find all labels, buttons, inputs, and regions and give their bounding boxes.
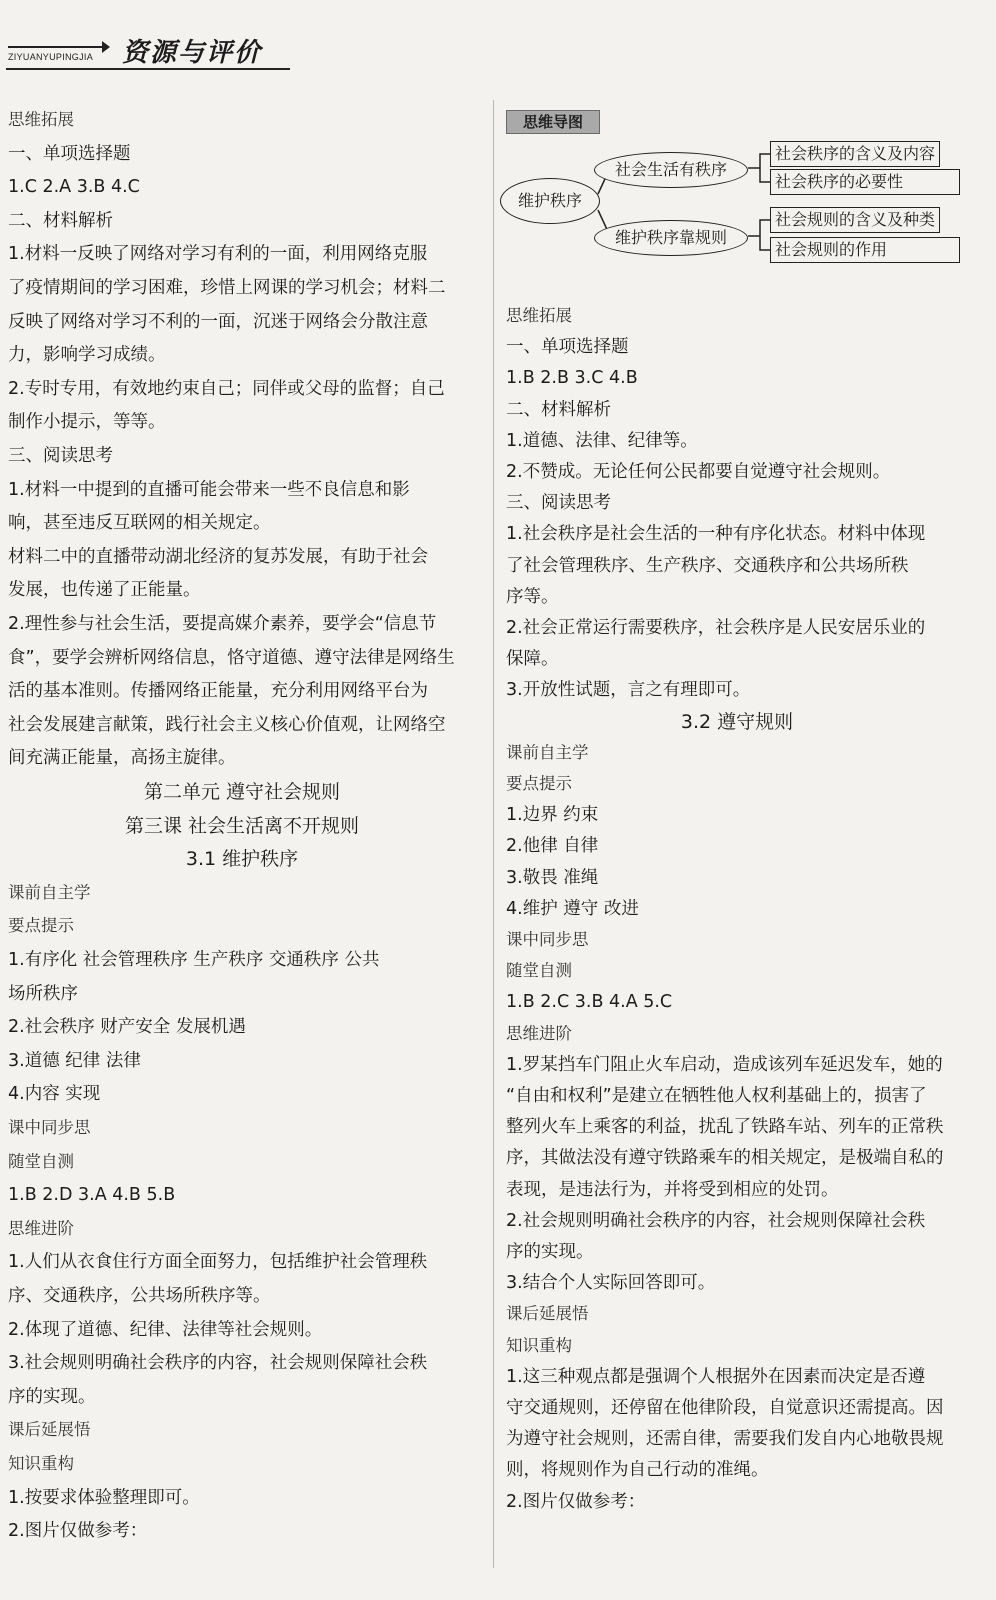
- text-line: 1.有序化 社会管理秩序 生产秩序 交通秩序 公共: [8, 950, 380, 970]
- text-line: 1.C 2.A 3.B 4.C: [8, 177, 140, 198]
- text-line: 序的实现。: [8, 1386, 96, 1407]
- section-heading: 思维拓展: [506, 306, 572, 325]
- text-line: 场所秩序: [8, 983, 78, 1004]
- chapter-title: 第三课 社会生活离不开规则: [124, 814, 360, 837]
- section-heading: 知识重构: [506, 1335, 572, 1355]
- chapter-title: 3.1 维护秩序: [185, 848, 299, 871]
- text-line: 2.理性参与社会生活，要提高媒介素养，要学会“信息节: [8, 614, 437, 634]
- text-line: 三、阅读思考: [506, 493, 611, 514]
- text-line: 了社会管理秩序、生产秩序、交通秩序和公共场所秩: [506, 555, 909, 576]
- text-line: 三、阅读思考: [8, 446, 113, 466]
- text-line: 1.人们从衣食住行方面全面努力，包括维护社会管理秩: [8, 1252, 428, 1273]
- text-line: “自由和权利”是建立在牺牲他人权利基础上的，损害了: [506, 1086, 927, 1106]
- text-line: 守交通规则，还停留在他律阶段，自觉意识还需提高。因: [506, 1398, 944, 1418]
- header-rule: [6, 68, 290, 70]
- text-line: 3.敬畏 准绳: [506, 867, 599, 888]
- mindmap-branch-2: 维护秩序靠规则: [594, 220, 748, 256]
- section-heading: 课后延展悟: [506, 1304, 589, 1324]
- text-line: 2.不赞成。无论任何公民都要自觉遵守社会规则。: [506, 462, 891, 482]
- text-line: 1.B 2.B 3.C 4.B: [506, 368, 638, 389]
- chapter-title: 3.2 遵守规则: [680, 710, 794, 733]
- text-line: 社会发展建言献策，践行社会主义核心价值观，让网络空: [8, 714, 446, 735]
- text-line: 制作小提示，等等。: [8, 412, 166, 433]
- mindmap-leaf: 社会秩序的必要性: [770, 169, 960, 195]
- mindmap-leaf: 社会规则的含义及种类: [770, 207, 940, 233]
- section-heading: 思维进阶: [8, 1218, 74, 1238]
- section-heading: 要点提示: [8, 916, 74, 936]
- text-line: 2.图片仅做参考：: [8, 1521, 148, 1542]
- text-line: 1.道德、法律、纪律等。: [506, 430, 698, 451]
- mindmap-title: 思维导图: [506, 110, 600, 134]
- section-heading: 随堂自测: [8, 1151, 74, 1171]
- text-line: 1.B 2.C 3.B 4.A 5.C: [506, 992, 673, 1013]
- text-line: 2.专时专用，有效地约束自己；同伴或父母的监督；自己: [8, 378, 445, 399]
- text-line: 则，将规则作为自己行动的准绳。: [506, 1460, 769, 1481]
- text-line: 间充满正能量，高扬主旋律。: [8, 748, 236, 769]
- text-line: 响，甚至违反互联网的相关规定。: [8, 513, 271, 534]
- column-divider: [493, 100, 494, 1568]
- text-line: 反映了网络对学习不利的一面，沉迷于网络会分散注意: [8, 311, 428, 332]
- text-line: 2.社会正常运行需要秩序，社会秩序是人民安居乐业的: [506, 618, 926, 638]
- text-line: 表现，是违法行为，并将受到相应的处罚。: [506, 1179, 839, 1200]
- text-line: 3.开放性试题，言之有理即可。: [506, 680, 751, 701]
- section-heading: 课后延展悟: [8, 1420, 91, 1440]
- mindmap-root: 维护秩序: [500, 178, 600, 224]
- section-heading: 课中同步思: [8, 1118, 91, 1137]
- text-line: 1.边界 约束: [506, 805, 599, 826]
- text-line: 1.罗某挡车门阻止火车启动，造成该列车延迟发车，她的: [506, 1054, 943, 1075]
- text-line: 一、单项选择题: [8, 143, 131, 164]
- text-line: 序等。: [506, 586, 559, 607]
- mindmap-branch-1: 社会生活有秩序: [594, 152, 748, 188]
- text-line: 序的实现。: [506, 1242, 594, 1262]
- text-line: 序，其做法没有遵守铁路乘车的相关规定，是极端自私的: [506, 1148, 944, 1169]
- section-heading: 要点提示: [506, 774, 572, 793]
- text-line: 1.按要求体验整理即可。: [8, 1487, 200, 1508]
- text-line: 二、材料解析: [8, 210, 113, 231]
- text-line: 4.内容 实现: [8, 1084, 101, 1105]
- text-line: 整列火车上乘客的利益，扰乱了铁路车站、列车的正常秩: [506, 1117, 944, 1138]
- text-line: 食”，要学会辨析网络信息，恪守道德、遵守法律是网络生: [8, 647, 455, 668]
- text-line: 2.体现了道德、纪律、法律等社会规则。: [8, 1319, 323, 1340]
- text-line: 一、单项选择题: [506, 337, 629, 358]
- section-heading: 思维拓展: [8, 110, 74, 129]
- text-line: 1.材料一中提到的直播可能会带来一些不良信息和影: [8, 479, 410, 500]
- text-line: 3.社会规则明确社会秩序的内容，社会规则保障社会秩: [8, 1353, 428, 1374]
- section-heading: 课前自主学: [8, 882, 91, 902]
- text-line: 3.结合个人实际回答即可。: [506, 1273, 716, 1294]
- text-line: 2.社会秩序 财产安全 发展机遇: [8, 1017, 246, 1038]
- mindmap-leaf: 社会秩序的含义及内容: [770, 141, 940, 167]
- mindmap-leaf: 社会规则的作用: [770, 237, 960, 263]
- text-line: 2.他律 自律: [506, 836, 599, 857]
- text-line: 1.社会秩序是社会生活的一种有序化状态。材料中体现: [506, 524, 926, 545]
- header-pinyin: ZIYUANYUPINGJIA: [8, 52, 94, 62]
- text-line: 二、材料解析: [506, 399, 611, 420]
- chapter-title: 第二单元 遵守社会规则: [143, 781, 341, 803]
- text-line: 1.材料一反映了网络对学习有利的一面，利用网络克服: [8, 244, 428, 265]
- section-heading: 思维进阶: [506, 1023, 572, 1043]
- text-line: 了疫情期间的学习困难，珍惜上网课的学习机会；材料二: [8, 278, 446, 298]
- section-heading: 随堂自测: [506, 961, 572, 981]
- text-line: 保障。: [506, 649, 559, 670]
- text-line: 力，影响学习成绩。: [8, 345, 166, 366]
- text-line: 活的基本准则。传播网络正能量，充分利用网络平台为: [8, 681, 428, 702]
- section-heading: 课前自主学: [506, 742, 589, 762]
- text-line: 1.这三种观点都是强调个人根据外在因素而决定是否遵: [506, 1366, 926, 1387]
- arrow-icon: [8, 46, 108, 48]
- text-line: 材料二中的直播带动湖北经济的复苏发展，有助于社会: [8, 546, 428, 567]
- text-line: 2.社会规则明确社会秩序的内容，社会规则保障社会秩: [506, 1210, 926, 1231]
- mindmap: [498, 138, 970, 266]
- page-header: [6, 30, 290, 70]
- text-line: 发展，也传递了正能量。: [8, 580, 201, 601]
- section-heading: 课中同步思: [506, 930, 589, 949]
- text-line: 3.道德 纪律 法律: [8, 1050, 141, 1071]
- text-line: 4.维护 遵守 改进: [506, 898, 639, 919]
- section-heading: 知识重构: [8, 1454, 74, 1473]
- header-title: 资源与评价: [122, 38, 263, 68]
- text-line: 序、交通秩序，公共场所秩序等。: [8, 1286, 271, 1306]
- text-line: 2.图片仅做参考：: [506, 1491, 646, 1512]
- text-line: 为遵守社会规则，还需自律，需要我们发自内心地敬畏规: [506, 1429, 944, 1450]
- text-line: 1.B 2.D 3.A 4.B 5.B: [8, 1185, 176, 1206]
